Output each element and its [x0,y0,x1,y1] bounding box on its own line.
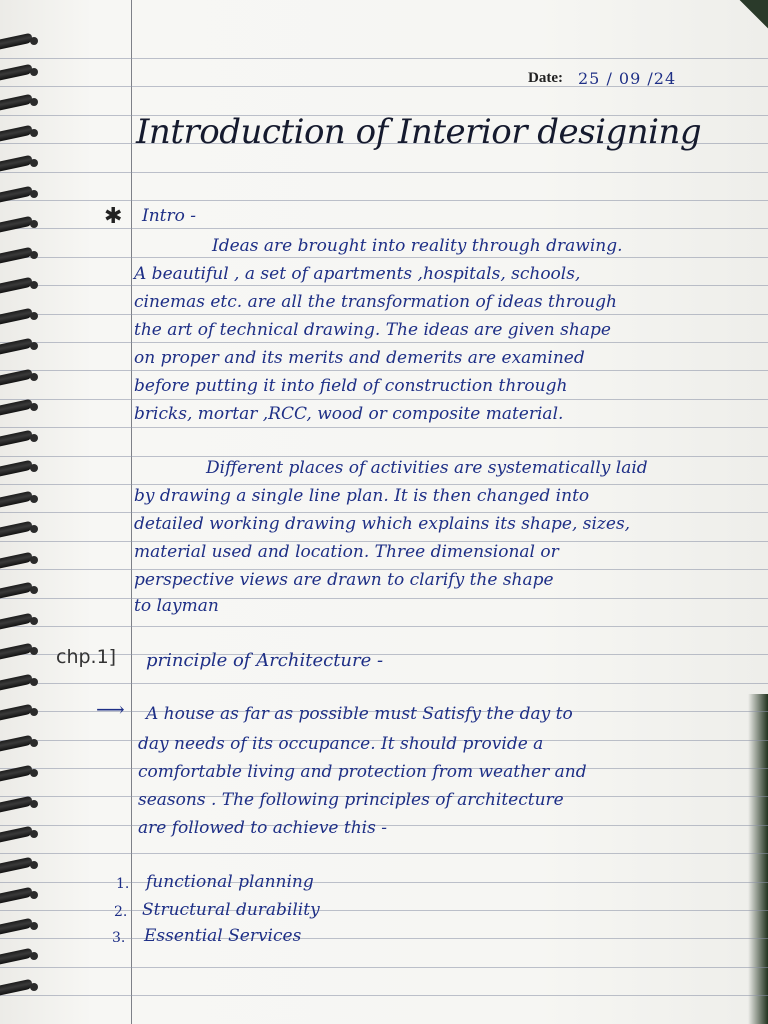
text-line: Different places of activities are systematically laid [206,458,648,478]
list-item: functional planning [146,872,314,892]
spiral-ring [0,309,38,323]
spiral-ring [0,65,38,79]
ruled-line [0,285,768,286]
spiral-ring [0,339,38,353]
page-edge-shadow [748,694,768,1024]
ruled-line [0,200,768,201]
ruled-line [0,598,768,599]
spiral-ring [0,553,38,567]
ruled-line [0,427,768,428]
ruled-line [0,995,768,996]
spiral-ring [0,278,38,292]
text-line: perspective views are drawn to clarify the shape [134,570,554,590]
text-line: A house as far as possible must Satisfy the day to [146,704,573,724]
text-line: before putting it into field of construction through [134,376,568,396]
spiral-ring [0,400,38,414]
ruled-line [0,484,768,485]
spiral-ring [0,156,38,170]
text-line: cinemas etc. are all the transformation of ideas through [134,292,617,312]
spiral-ring [0,675,38,689]
spiral-ring [0,949,38,963]
spiral-ring [0,431,38,445]
text-line: day needs of its occupance. It should provide a [138,734,544,754]
ruled-line [0,342,768,343]
ruled-line [0,370,768,371]
ruled-line [0,58,768,59]
text-line: on proper and its merits and demerits are examined [134,348,585,368]
spiral-ring [0,919,38,933]
ruled-line [0,456,768,457]
text-line: comfortable living and protection from weather and [138,762,587,782]
spiral-ring [0,858,38,872]
spiral-ring [0,370,38,384]
spiral-ring [0,461,38,475]
text-line: bricks, mortar ,RCC, wood or composite material. [134,404,564,424]
text-line: the art of technical drawing. The ideas are given shape [134,320,611,340]
text-line: A beautiful , a set of apartments ,hospitals, schools, [134,264,581,284]
spiral-ring [0,187,38,201]
ruled-line [0,683,768,684]
text-line: Ideas are brought into reality through drawing. [212,236,623,256]
chapter-label: chp.1] [56,646,117,668]
list-number: 2. [114,904,128,920]
spiral-ring [0,797,38,811]
spiral-ring [0,583,38,597]
spiral-ring [0,217,38,231]
ruled-line [0,314,768,315]
ruled-line [0,257,768,258]
list-number: 3. [112,930,126,946]
spiral-ring [0,126,38,140]
intro-heading: Intro - [142,206,197,226]
text-line: seasons . The following principles of architecture [138,790,564,810]
ruled-line [0,512,768,513]
spiral-ring [0,522,38,536]
spiral-ring [0,705,38,719]
list-item: Essential Services [144,926,302,946]
list-item: Structural durability [142,900,320,920]
date-value: 25 / 09 /24 [578,69,677,88]
text-line: detailed working drawing which explains its shape, sizes, [134,514,631,534]
spiral-ring [0,614,38,628]
text-line: material used and location. Three dimensional or [134,542,559,562]
spiral-ring [0,95,38,109]
spiral-ring [0,766,38,780]
spiral-ring [0,736,38,750]
spiral-ring [0,888,38,902]
spiral-ring [0,34,38,48]
text-line: by drawing a single line plan. It is then changed into [134,486,590,506]
spiral-ring [0,827,38,841]
ruled-line [0,967,768,968]
spiral-ring [0,248,38,262]
text-line: to layman [134,596,219,616]
date-label: Date: [528,70,563,86]
ruled-line [0,172,768,173]
ruled-line [0,626,768,627]
page-title: Introduction of Interior designing [136,112,702,152]
text-line: are followed to achieve this - [138,818,387,838]
star-bullet-icon: ✱ [104,204,123,229]
ruled-line [0,853,768,854]
arrow-right-icon: ⟶ [96,697,125,721]
spiral-ring [0,980,38,994]
chapter-heading: principle of Architecture - [146,650,384,671]
list-number: 1. [116,876,130,892]
spiral-ring [0,492,38,506]
page-corner-background [738,0,768,40]
ruled-line [0,399,768,400]
spiral-ring [0,644,38,658]
